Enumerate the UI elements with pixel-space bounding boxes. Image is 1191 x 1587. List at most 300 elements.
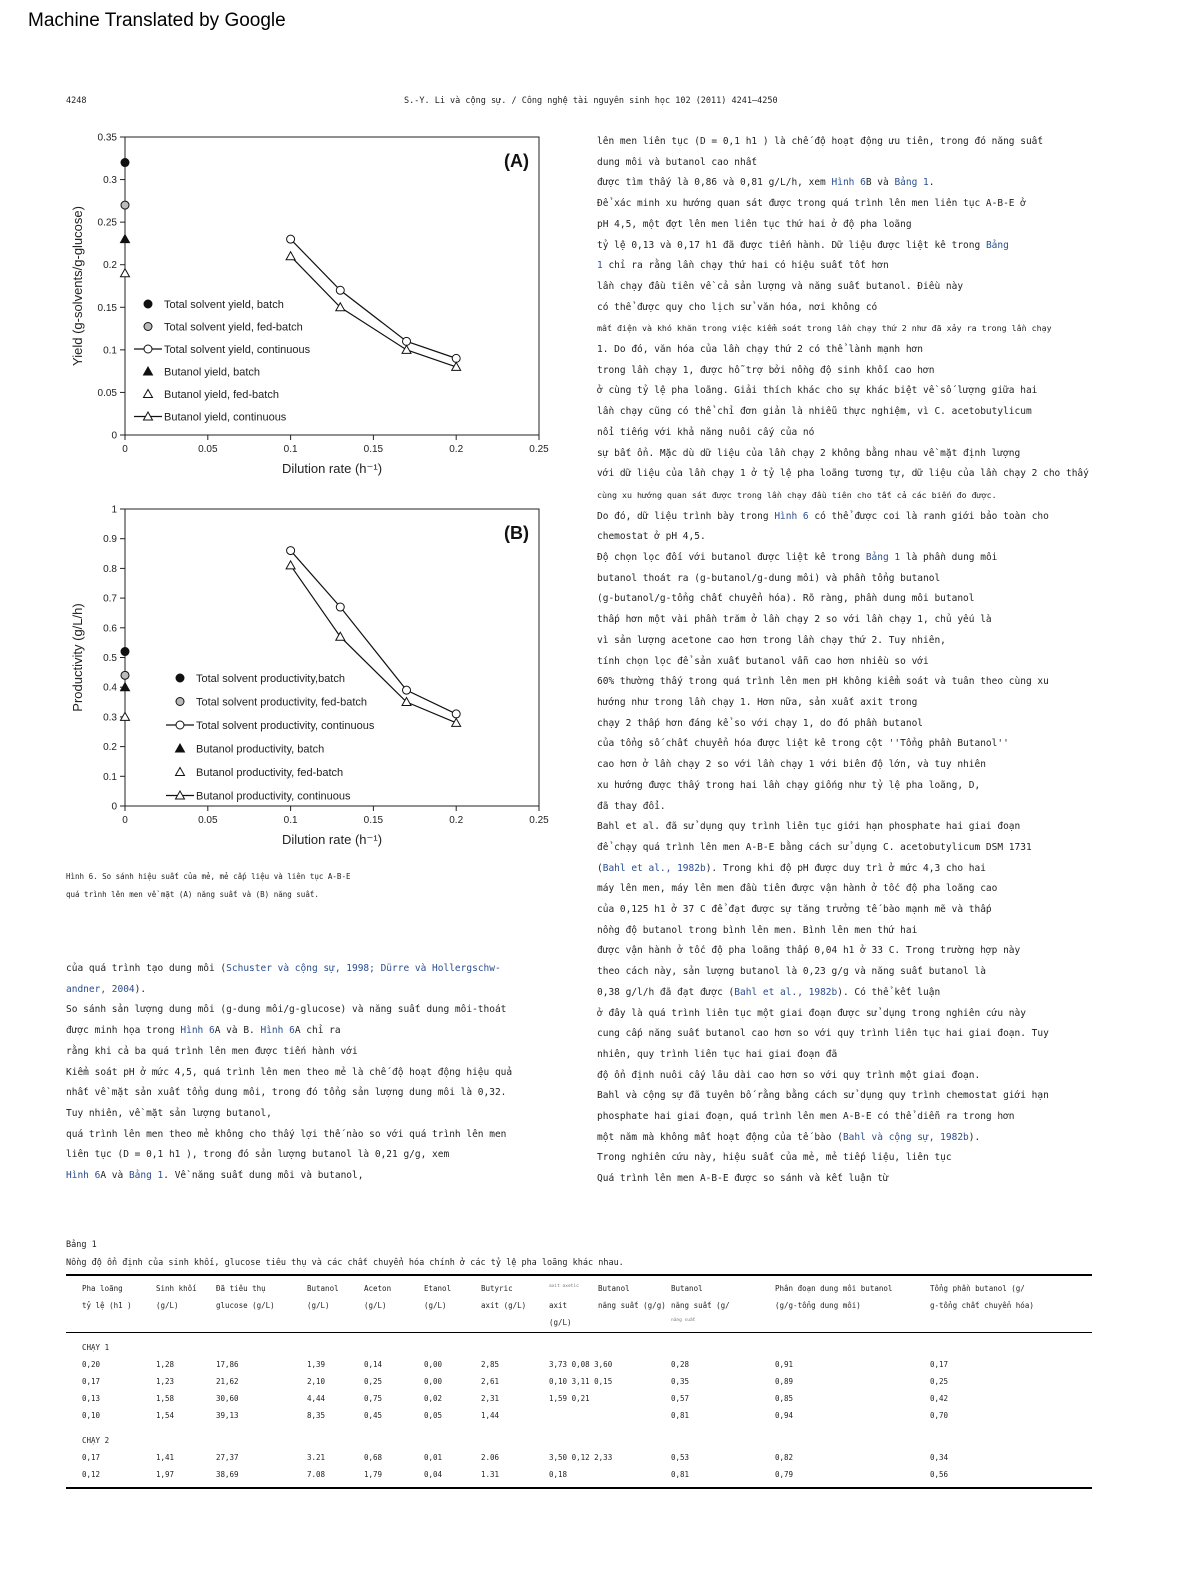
- data-point: [403, 686, 411, 694]
- table-cell: 0,25: [364, 1377, 383, 1386]
- text-line: [597, 444, 1089, 465]
- table-cell: 39,13: [216, 1411, 239, 1420]
- text-line: [597, 900, 1089, 921]
- x-tick-label: 0.25: [529, 815, 549, 826]
- text-span: ở đây là quá trình liên tục một giai đoạn được sử dụng trong nghiên cứu này: [597, 1007, 1026, 1019]
- text-line: [597, 132, 1089, 153]
- text-line: [66, 1166, 512, 1187]
- y-tick-label: 0.3: [103, 712, 117, 724]
- table-header-cell: axit (g/L): [481, 1301, 527, 1310]
- text-span: trong lần chạy 1, được hỗ trợ bởi nồng độ sinh khối cao hơn: [597, 364, 935, 376]
- table-top-rule: [66, 1274, 1092, 1276]
- text-span: . Về năng suất dung môi và butanol,: [163, 1170, 364, 1182]
- panel-label: (A): [504, 151, 529, 171]
- text-span: chạy 2 thấp hơn đáng kể so với chạy 1, do đó phần butanol: [597, 717, 924, 729]
- legend-marker: [144, 367, 153, 375]
- table-cell: 3,73 0,08 3,60: [549, 1360, 613, 1369]
- citation-link[interactable]: Schuster và cộng sự, 1998; Dürre và Hollergschw-: [226, 963, 501, 974]
- text-span: xu hướng được thấy trong hai lần chạy giống như tỷ lệ pha loãng, D,: [597, 779, 981, 791]
- text-span: là phần dung môi: [900, 552, 998, 564]
- citation-link[interactable]: 1: [597, 260, 603, 272]
- text-span: chỉ ra rằng lần chạy thứ hai có hiệu suất tốt hơn: [602, 260, 889, 272]
- text-span: liên tục (D = 0,1 h1 ), trong đó sản lượng butanol là 0,21 g/g, xem: [66, 1149, 450, 1161]
- x-tick-label: 0.2: [449, 815, 464, 826]
- table-header-cell: Butanol: [671, 1284, 703, 1293]
- table-cell: 1,54: [156, 1411, 175, 1420]
- text-span: cao hơn ở lần chạy 2 so với lần chạy 1 với biên độ lớn, và tuy nhiên: [597, 759, 986, 771]
- y-tick-label: 0.05: [97, 387, 117, 399]
- y-tick-label: 0.6: [103, 623, 117, 635]
- table-cell: 0,75: [364, 1394, 383, 1403]
- table-cell: 0,68: [364, 1453, 383, 1462]
- citation-link[interactable]: Hình 6: [66, 1170, 101, 1182]
- text-span: cùng xu hướng quan sát được trong lần chạy đầu tiên cho tất cả các biến đo được.: [597, 489, 997, 500]
- legend-marker: [176, 674, 184, 682]
- text-span: của tổng số chất chuyển hóa được liệt kê trong cột ''Tổng phần Butanol'': [597, 738, 1009, 750]
- table-cell: 0,81: [671, 1411, 690, 1420]
- text-span: hướng như trong lần chạy 1. Hơn nữa, sản xuất axit trong: [597, 696, 918, 708]
- citation-link[interactable]: Bahl và cộng sự, 1982b: [842, 1131, 969, 1143]
- text-line: [597, 236, 1089, 257]
- table-header-cell: (g/L): [156, 1301, 179, 1310]
- text-span: ).: [968, 1131, 981, 1143]
- text-span: vì sản lượng acetone cao hơn trong lần chạy thứ 2. Tuy nhiên,: [597, 634, 946, 646]
- table-cell: 0,94: [775, 1411, 794, 1420]
- table-caption: [66, 1236, 624, 1272]
- text-span: của 0,125 h1 ở 37 C để đạt được sự tăng trưởng tế bào mạnh mẽ và thấp: [597, 904, 992, 916]
- legend-label: Total solvent productivity, fed-batch: [196, 696, 367, 709]
- legend-label: Total solvent productivity,batch: [196, 673, 345, 685]
- figure-6b-chart: [60, 495, 560, 855]
- table-cell: 1,59 0,21: [549, 1394, 590, 1403]
- y-tick-label: 0.1: [103, 345, 117, 357]
- data-point: [452, 710, 460, 718]
- x-tick-label: 0.05: [198, 815, 218, 826]
- text-line: [597, 256, 1089, 277]
- table-cell: 0,13: [82, 1394, 101, 1403]
- text-line: [597, 215, 1089, 236]
- x-tick-label: 0.25: [529, 444, 549, 455]
- left-column-text: [66, 959, 512, 1187]
- text-line: [597, 1004, 1089, 1025]
- table-cell: 0,17: [82, 1453, 101, 1462]
- text-span: lên men liên tục (D = 0,1 h1 ) là chế độ hoạt động ưu tiên, trong đó năng suất: [597, 136, 1044, 147]
- table-cell: 2,10: [307, 1377, 326, 1386]
- data-point: [402, 345, 411, 353]
- citation-link[interactable]: Hình 6: [831, 177, 866, 189]
- table-cell: 0,56: [930, 1470, 949, 1479]
- legend-marker: [176, 768, 185, 776]
- table-cell: 8,35: [307, 1411, 326, 1420]
- text-line: [597, 340, 1089, 361]
- data-point: [286, 252, 295, 260]
- text-span: sự bất ổn. Mặc dù dữ liệu của lần chạy 2 không bằng nhau về mặt định lượng: [597, 447, 1021, 459]
- text-line: [66, 1083, 512, 1104]
- data-point: [121, 269, 130, 277]
- text-line: [597, 610, 1089, 631]
- table-label: Bảng 1: [66, 1240, 97, 1250]
- text-line: [597, 569, 1089, 590]
- table-cell: 1,39: [307, 1360, 326, 1369]
- citation-link[interactable]: Hình 6: [180, 1025, 215, 1037]
- text-line: [597, 672, 1089, 693]
- table-cell: 0,01: [424, 1453, 443, 1462]
- table-cell: 1,41: [156, 1453, 175, 1462]
- y-tick-label: 0.5: [103, 653, 117, 664]
- x-tick-label: 0.1: [283, 444, 298, 455]
- table-header-cell: Butanol: [307, 1284, 339, 1293]
- text-line: [597, 298, 1089, 319]
- table-header-cell: Butyric: [481, 1284, 513, 1293]
- table-header-cell: Pha loãng: [82, 1284, 123, 1293]
- x-tick-label: 0.1: [283, 815, 298, 826]
- table-cell: 0,10: [82, 1411, 101, 1420]
- text-line: [597, 1169, 1089, 1190]
- y-tick-label: 0.15: [97, 302, 117, 314]
- text-line: [597, 941, 1089, 962]
- text-line: [66, 1000, 512, 1021]
- text-line: [597, 693, 1089, 714]
- text-span: nhiên, quy trình liên tục hai giai đoạn đã: [597, 1048, 838, 1060]
- citation-link[interactable]: Hình 6: [260, 1025, 295, 1037]
- text-line: [597, 879, 1089, 900]
- data-point: [452, 354, 460, 362]
- data-point: [336, 603, 344, 611]
- text-line: [66, 1021, 512, 1042]
- y-tick-label: 0.9: [103, 534, 117, 546]
- table-cell: 2.06: [481, 1453, 500, 1462]
- text-span: pH 4,5, một đợt lên men liên tục thứ hai ở độ pha loãng: [597, 218, 912, 230]
- table-cell: 27,37: [216, 1453, 239, 1462]
- text-line: [597, 714, 1089, 735]
- table-cell: 0,00: [424, 1377, 443, 1386]
- table-cell: 3,50 0,12 2,33: [549, 1453, 613, 1462]
- text-span: tỷ lệ 0,13 và 0,17 h1 đã được tiến hành. Dữ liệu được liệt kê trong: [597, 239, 986, 251]
- table-cell: 21,62: [216, 1377, 239, 1386]
- citation-link[interactable]: Bảng 1: [894, 177, 929, 189]
- text-line: [597, 776, 1089, 797]
- y-axis-label: Productivity (g/L/h): [70, 603, 85, 712]
- right-column-text: [597, 132, 1089, 1190]
- text-line: [597, 1066, 1089, 1087]
- table-run-label: CHẠY 1: [82, 1343, 110, 1352]
- legend-label: Butanol yield, batch: [164, 366, 261, 379]
- table-cell: 0,02: [424, 1394, 443, 1403]
- table-cell: 2,31: [481, 1394, 500, 1403]
- text-line: [66, 1042, 512, 1063]
- text-span: Quá trình lên men A-B-E được so sánh và kết luận từ: [597, 1173, 889, 1185]
- text-line: [66, 1104, 512, 1125]
- table-header-cell: tỷ lệ (h1 ): [82, 1301, 132, 1310]
- y-tick-label: 0: [111, 430, 117, 442]
- text-span: chemostat ở pH 4,5.: [597, 531, 706, 543]
- table-header-cell: năng suất (g/g): [598, 1301, 666, 1310]
- text-line: [597, 361, 1089, 382]
- y-tick-label: 0.4: [103, 682, 117, 694]
- y-tick-label: 0.2: [103, 742, 117, 754]
- citation-link[interactable]: Bảng: [985, 239, 1009, 251]
- text-line: [597, 423, 1089, 444]
- data-point: [336, 632, 345, 640]
- text-span: 0,38 g/l/h đã đạt được (: [597, 986, 735, 998]
- figure-caption: [66, 868, 350, 904]
- legend-label: Butanol yield, continuous: [164, 411, 287, 424]
- table-header-rule: [66, 1332, 1092, 1333]
- table-run-label: CHẠY 2: [82, 1436, 110, 1445]
- text-line: [66, 980, 512, 1001]
- y-tick-label: 0.35: [97, 132, 117, 144]
- table-cell: 0,79: [775, 1470, 794, 1479]
- citation-link[interactable]: andner, 2004: [66, 983, 135, 995]
- data-point: [121, 671, 129, 679]
- legend-marker: [144, 323, 152, 331]
- table-header-cell: Aceton: [364, 1284, 392, 1293]
- table-cell: 4,44: [307, 1394, 326, 1403]
- legend-label: Total solvent productivity, continuous: [196, 720, 375, 732]
- text-span: được vận hành ở tốc độ pha loãng thấp 0,04 h1 ở 33 C. Trong trường hợp này: [597, 945, 1021, 957]
- text-span: ở cùng tỷ lệ pha loãng. Giải thích khác cho sự khác biệt về số lượng giữa hai: [597, 385, 1038, 397]
- series-line: [291, 551, 457, 714]
- table-cell: 0,81: [671, 1470, 690, 1479]
- data-point: [121, 159, 129, 167]
- table-header-cell: axit: [549, 1301, 568, 1310]
- data-point: [286, 561, 295, 569]
- text-span: Tuy nhiên, về mặt sản lượng butanol,: [66, 1107, 272, 1119]
- text-line: [597, 1128, 1089, 1149]
- citation-link[interactable]: Hình 6: [774, 510, 809, 522]
- x-tick-label: 0: [122, 444, 128, 455]
- text-span: Độ chọn lọc đối với butanol được liệt kê trong: [597, 552, 866, 564]
- text-span: A chỉ ra: [294, 1025, 341, 1037]
- table-cell: 0,18: [549, 1470, 568, 1479]
- table-header-cell: (g/L): [549, 1318, 572, 1327]
- legend-label: Total solvent yield, batch: [164, 299, 284, 311]
- text-span: (: [597, 862, 603, 874]
- text-line: [597, 485, 1089, 507]
- table-cell: 0,82: [775, 1453, 794, 1462]
- text-span: ).: [134, 983, 147, 995]
- text-line: [66, 1125, 512, 1146]
- y-tick-label: 0.2: [103, 260, 117, 272]
- text-line: [597, 921, 1089, 942]
- figure-6a-chart: [60, 125, 560, 480]
- text-span: nhất về mặt sản xuất tổng dung môi, trong đó tổng sản lượng dung môi là 0,32.: [66, 1087, 507, 1099]
- text-line: [597, 589, 1089, 610]
- panel-label: (B): [504, 523, 529, 543]
- legend-marker: [144, 345, 152, 353]
- text-span: Để xác minh xu hướng quan sát được trong quá trình lên men liên tục A-B-E ở: [597, 198, 1026, 210]
- x-tick-label: 0.15: [363, 444, 384, 455]
- data-point: [403, 337, 411, 345]
- y-tick-label: 1: [111, 504, 117, 516]
- data-point: [121, 201, 129, 209]
- text-span: tính chọn lọc để sản xuất butanol vẫn cao hơn nhiều so với: [597, 655, 929, 667]
- table-cell: 0,91: [775, 1360, 794, 1369]
- table-cell: 38,69: [216, 1470, 239, 1479]
- text-span: với dữ liệu của lần chạy 1 ở tỷ lệ pha loãng tương tự, dữ liệu của lần chạy 2 cho thấy: [597, 468, 1089, 480]
- table-cell: 0,05: [424, 1411, 443, 1420]
- x-axis-label: Dilution rate (h⁻¹): [281, 832, 383, 847]
- figure-caption-line: quá trình lên men về mặt (A) năng suất và (B) năng suất.: [66, 890, 319, 899]
- text-span: một năm mà không mất hoạt động của tế bào (: [597, 1131, 843, 1143]
- table-cell: 3.21: [307, 1453, 326, 1462]
- text-span: để chạy quá trình lên men A-B-E bằng cách sử dụng C. acetobutylicum DSM 1731: [597, 841, 1032, 853]
- text-span: máy lên men, máy lên men đầu tiên được vận hành ở tốc độ pha loãng cao: [597, 883, 998, 895]
- text-line: [597, 277, 1089, 298]
- running-head: S.-Y. Li và cộng sự. / Công nghệ tài nguyên sinh học 102 (2011) 4241–4250: [404, 96, 778, 106]
- legend-marker: [144, 390, 153, 398]
- table-cell: 1,79: [364, 1470, 383, 1479]
- text-line: [597, 817, 1089, 838]
- text-line: [597, 962, 1089, 983]
- table-cell: 0,12: [82, 1470, 101, 1479]
- text-span: mất điện và khó khăn trong việc kiểm soát trong lần chạy thứ 2 như đã xảy ra trong lần chạy: [597, 323, 1052, 334]
- table-header-cell: (g/L): [424, 1301, 447, 1310]
- table-cell: 30,60: [216, 1394, 239, 1403]
- plot-frame: [125, 509, 539, 806]
- text-span: rằng khi cả ba quá trình lên men được tiến hành với: [66, 1045, 358, 1057]
- series-line: [291, 239, 457, 358]
- x-tick-label: 0: [122, 815, 128, 826]
- text-span: lần chạy cũng có thể chỉ đơn giản là nhiễu thực nghiệm, vì C. acetobutylicum: [597, 406, 1032, 418]
- text-span: Bahl et al. đã sử dụng quy trình liên tục giới hạn phosphate hai giai đoạn: [597, 821, 1021, 833]
- text-span: 60% thường thấy trong quá trình lên men pH không kiểm soát và tuân theo cùng xu: [597, 676, 1049, 688]
- x-axis-label: Dilution rate (h⁻¹): [281, 461, 383, 476]
- text-line: [66, 1145, 512, 1166]
- table-cell: 0,17: [82, 1377, 101, 1386]
- text-line: [597, 1045, 1089, 1066]
- text-line: [597, 631, 1089, 652]
- table-title: Nồng độ ổn định của sinh khối, glucose tiêu thụ và các chất chuyển hóa chính ở các tỷ lệ pha loãng khác nhau.: [66, 1258, 624, 1268]
- table-header-cell: Tổng phần butanol (g/: [930, 1284, 1025, 1293]
- text-line: [597, 507, 1089, 528]
- text-span: B và: [865, 177, 895, 189]
- text-span: nồng độ butanol trong bình lên men. Bình lên men thứ hai: [597, 924, 918, 936]
- table-header-cell: (g/L): [307, 1301, 330, 1310]
- text-line: [66, 1063, 512, 1084]
- text-span: có thể được quy cho lịch sử văn hóa, nơi không có: [597, 301, 878, 313]
- text-line: [597, 652, 1089, 673]
- text-line: [597, 527, 1089, 548]
- figure-caption-line: Hình 6. So sánh hiệu suất của mẻ, mẻ cấp liệu và liên tục A-B-E: [66, 872, 351, 881]
- text-span: Kiểm soát pH ở mức 4,5, quá trình lên men theo mẻ là chế độ hoạt động hiệu quả: [66, 1066, 513, 1078]
- table-header-cell: glucose (g/L): [216, 1301, 275, 1310]
- citation-link[interactable]: Bảng 1: [128, 1170, 164, 1182]
- legend-label: Total solvent yield, continuous: [164, 344, 311, 356]
- table-cell: 0,20: [82, 1360, 101, 1369]
- y-tick-label: 0.3: [103, 175, 117, 187]
- text-line: [597, 153, 1089, 174]
- data-point: [452, 718, 461, 726]
- text-span: theo cách này, sản lượng butanol là 0,23 g/g và năng suất butanol là: [597, 966, 986, 978]
- table-cell: 0,00: [424, 1360, 443, 1369]
- translation-banner: Machine Translated by Google: [28, 10, 286, 31]
- text-span: được tìm thấy là 0,86 và 0,81 g/L/h, xem: [597, 177, 832, 189]
- text-span: thấp hơn một vài phần trăm ở lần chạy 2 so với lần chạy 1, chủ yếu là: [597, 614, 992, 626]
- y-tick-label: 0.8: [103, 563, 117, 575]
- table-cell: 1,44: [481, 1411, 500, 1420]
- legend-marker: [176, 721, 184, 729]
- text-line: [597, 548, 1089, 569]
- text-span: cung cấp năng suất butanol cao hơn so với quy trình liên tục hai giai đoạn. Tuy: [597, 1028, 1049, 1040]
- table-cell: 1,28: [156, 1360, 175, 1369]
- table-cell: 0,70: [930, 1411, 949, 1420]
- page-number: 4248: [66, 96, 87, 106]
- table-cell: 0,14: [364, 1360, 383, 1369]
- table-cell: 0,53: [671, 1453, 690, 1462]
- text-span: có thể được coi là ranh giới bảo toàn cho: [808, 510, 1049, 522]
- data-point: [121, 235, 130, 243]
- text-span: đã thay đổi.: [597, 800, 666, 812]
- table-cell: 17,86: [216, 1360, 239, 1369]
- legend-label: Total solvent yield, fed-batch: [164, 321, 303, 334]
- table-cell: 0,17: [930, 1360, 949, 1369]
- text-span: ). Có thể kết luận: [837, 986, 941, 998]
- text-line: [597, 194, 1089, 215]
- x-tick-label: 0.2: [449, 444, 464, 455]
- table-cell: 2,61: [481, 1377, 500, 1386]
- table-header-cell: Đã tiêu thụ: [216, 1284, 266, 1293]
- text-span: quá trình lên men theo mẻ không cho thấy lợi thế nào so với quá trình lên men: [66, 1128, 507, 1140]
- text-span: độ ổn định nuôi cấy lâu dài cao hơn so với quy trình một giai đoạn.: [597, 1069, 981, 1081]
- table-header-cell: (g/L): [364, 1301, 387, 1310]
- text-span: 1. Do đó, văn hóa của lần chạy thứ 2 có thể lành mạnh hơn: [597, 344, 924, 356]
- text-span: ). Trong khi độ pH được duy trì ở mức 4,3 cho hai: [705, 862, 986, 874]
- table-cell: 1.31: [481, 1470, 500, 1479]
- y-tick-label: 0.7: [103, 593, 117, 605]
- table-cell: 2,85: [481, 1360, 500, 1369]
- text-line: [597, 1148, 1089, 1169]
- text-line: [597, 318, 1089, 340]
- y-tick-label: 0.25: [97, 217, 117, 229]
- text-span: Bahl và cộng sự đã tuyên bố rằng bằng cách sử dụng quy trình chemostat giới hạn: [597, 1090, 1049, 1102]
- legend-label: Butanol productivity, continuous: [196, 790, 351, 803]
- legend-label: Butanol productivity, fed-batch: [196, 767, 344, 779]
- text-line: [597, 983, 1089, 1004]
- data-point: [336, 286, 344, 294]
- text-line: [597, 402, 1089, 423]
- text-line: [597, 464, 1089, 485]
- legend-marker: [144, 300, 152, 308]
- text-span: Do đó, dữ liệu trình bày trong: [597, 510, 775, 522]
- table-header-cell: năng suất: [671, 1318, 696, 1323]
- citation-link[interactable]: Bahl et al., 1982b: [734, 986, 838, 998]
- table-cell: 0,85: [775, 1394, 794, 1403]
- y-tick-label: 0.1: [103, 771, 117, 783]
- table-cell: 0,57: [671, 1394, 690, 1403]
- text-span: (g-butanol/g-tổng chất chuyển hóa). Rõ ràng, phần dung môi butanol: [597, 593, 975, 605]
- table-cell: 0,35: [671, 1377, 690, 1386]
- table-cell: 0,45: [364, 1411, 383, 1420]
- text-span: A và: [100, 1170, 129, 1182]
- table-bottom-rule: [66, 1487, 1092, 1489]
- table-cell: 0,28: [671, 1360, 690, 1369]
- text-line: [597, 734, 1089, 755]
- data-point: [121, 648, 129, 656]
- citation-link[interactable]: Bảng 1: [865, 552, 901, 564]
- text-line: [597, 1024, 1089, 1045]
- text-line: [597, 381, 1089, 402]
- citation-link[interactable]: Bahl et al., 1982b: [602, 862, 706, 874]
- table-header-cell: Phân đoạn dung môi butanol: [775, 1284, 893, 1293]
- table-header-cell: Butanol: [598, 1284, 630, 1293]
- text-line: [597, 755, 1089, 776]
- table-cell: 0,34: [930, 1453, 949, 1462]
- data-point: [287, 235, 295, 243]
- table-cell: 1,97: [156, 1470, 175, 1479]
- text-span: butanol thoát ra (g-butanol/g-dung môi) và phần tổng butanol: [597, 572, 941, 584]
- legend-marker: [176, 744, 185, 752]
